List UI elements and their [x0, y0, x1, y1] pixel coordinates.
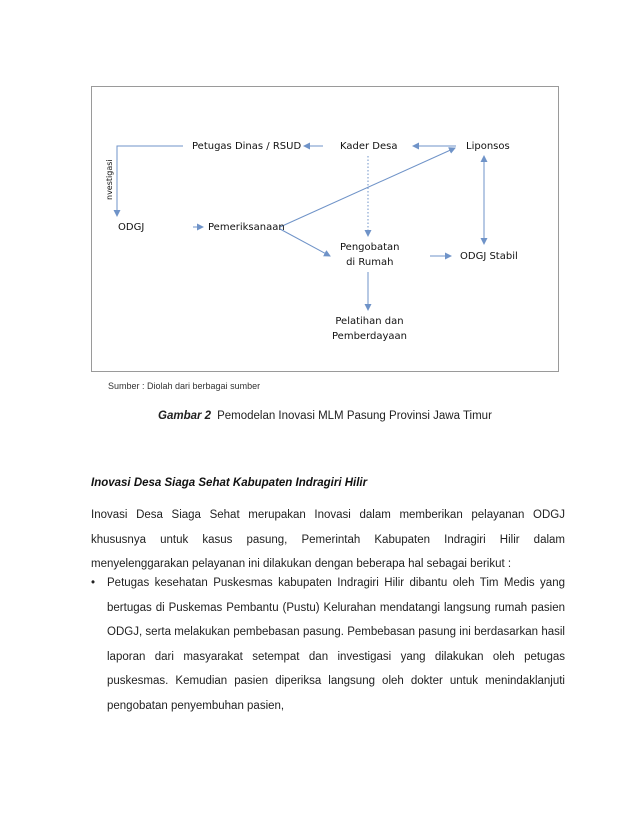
figure-caption	[158, 410, 492, 422]
list-item-text: Petugas kesehatan Puskesmas kabupaten Indragiri Hilir dibantu oleh Tim Medis yang bertugas di Puskemas Pembantu (Pustu) Kelurahan mendatangi langsung rumah pasien ODGJ, serta melakukan pembebasan pasung. Pembebasan pasung ini berdasarkan hasil laporan dari masyarakat setempat dan investigasi yang dilakukan oleh petugas puskesmas. Kemudian pasien diperiksa langsung oleh dokter untuk menindaklanjuti pengobatan penyembuhan pasien,	[107, 577, 565, 712]
node-pengobatan	[340, 240, 400, 270]
arrow-pemeriksaan-to-pengobatan	[280, 229, 330, 256]
node-kader-desa: Kader Desa	[340, 141, 398, 152]
node-pelatihan-line1: Pelatihan dan	[335, 316, 404, 327]
node-pengobatan-line2: di Rumah	[346, 257, 394, 268]
caption-label: Gambar 2	[158, 410, 212, 422]
node-liponsos: Liponsos	[466, 141, 510, 152]
diagram-arrows	[0, 0, 638, 400]
node-pelatihan-line2: Pemberdayaan	[332, 331, 407, 342]
figure-source: Sumber : Diolah dari berbagai sumber	[108, 381, 261, 391]
node-odgj: ODGJ	[118, 222, 145, 233]
arrow-petugas-to-odgj	[117, 146, 183, 216]
section-title: Inovasi Desa Siaga Sehat Kabupaten Indragiri Hilir	[91, 477, 368, 489]
node-pelatihan	[332, 314, 407, 344]
label-investigasi: nvestigasi	[105, 159, 114, 200]
node-odgj-stabil: ODGJ Stabil	[460, 251, 518, 262]
bullet-dot: •	[91, 577, 96, 589]
node-pemeriksaan: Pemeriksanaan	[208, 222, 285, 233]
node-pengobatan-line1: Pengobatan	[340, 242, 400, 253]
body-paragraph: Inovasi Desa Siaga Sehat merupakan Inovasi dalam memberikan pelayanan ODGJ khususnya untuk kasus pasung, Pemerintah Kabupaten Indragiri Hilir dalam menyelenggarakan pelayanan ini dilakukan dengan beberapa hal sebagai berikut :	[91, 509, 565, 570]
caption-text: Pemodelan Inovasi MLM Pasung Provinsi Jawa Timur	[217, 410, 492, 422]
node-petugas: Petugas Dinas / RSUD	[192, 141, 302, 152]
list-item	[91, 571, 565, 718]
